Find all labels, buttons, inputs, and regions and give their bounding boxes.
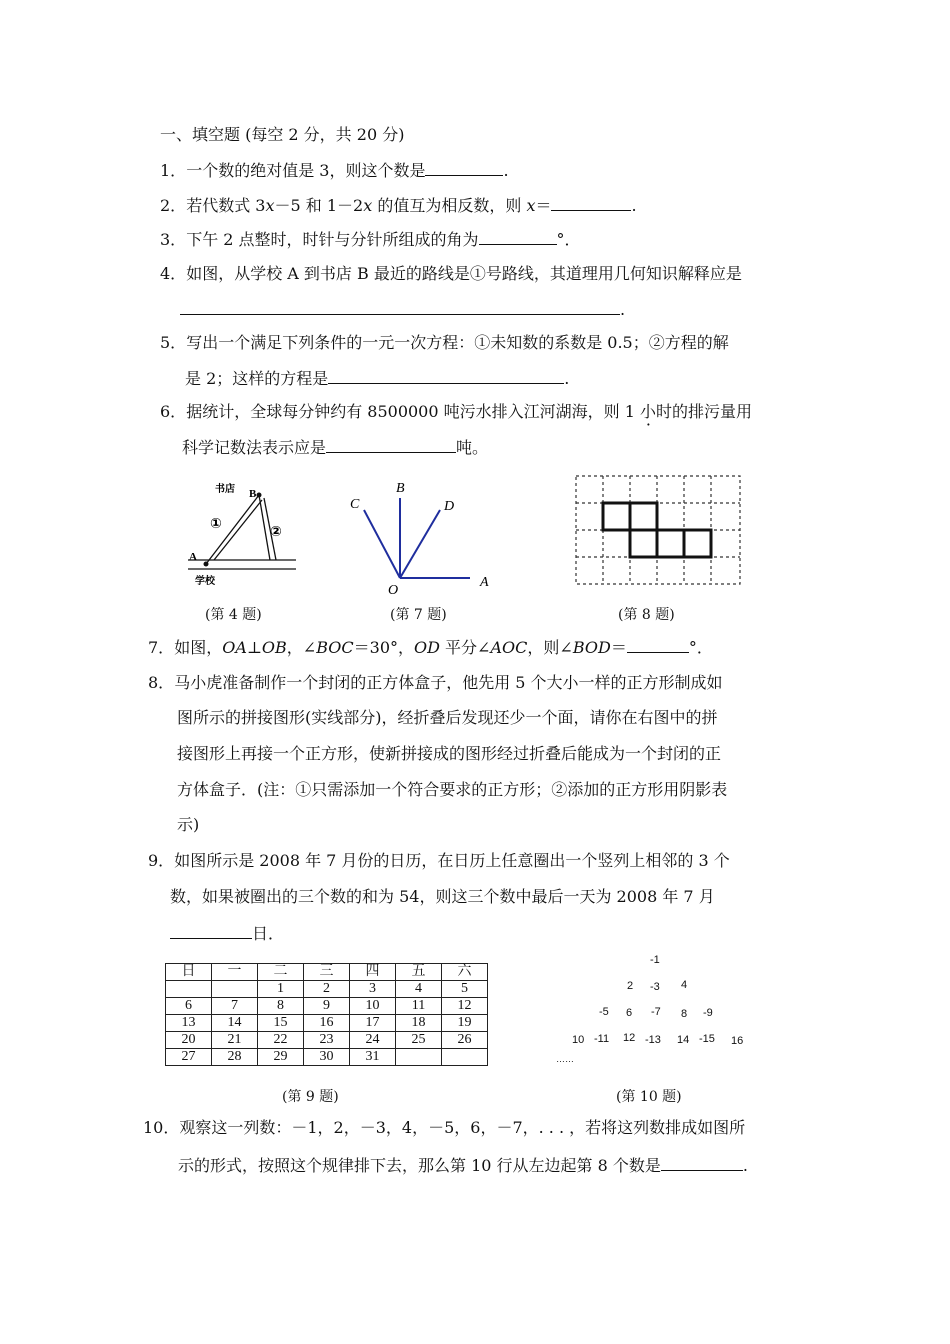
q6-number: 6． <box>160 402 187 421</box>
fig4-route1-label: ① <box>210 516 222 532</box>
triangle-number: -11 <box>594 1033 610 1045</box>
fig4-route2-label: ② <box>270 524 282 540</box>
q7-text: 如图， <box>174 638 223 657</box>
q6-line-2 <box>182 436 488 459</box>
q4-end: . <box>620 300 626 319</box>
calendar-week-row <box>166 981 488 998</box>
triangle-number: 10 <box>572 1034 585 1046</box>
q2-text-d: ＝ <box>535 196 552 215</box>
calendar-day-cell[interactable] <box>396 1049 442 1066</box>
calendar-day-cell[interactable]: 28 <box>212 1049 258 1066</box>
triangle-number: 8 <box>681 1008 688 1020</box>
q2-var-x: x <box>363 196 373 215</box>
fig4-a-label: A <box>189 551 197 563</box>
q8-line-1: 马小虎准备制作一个封闭的正方体盒子，他先用 5 个大小一样的正方形制成如 <box>174 673 723 692</box>
question-10 <box>143 1117 745 1139</box>
calendar-week-row <box>166 1032 488 1049</box>
calendar-day-cell[interactable]: 6 <box>166 998 212 1015</box>
calendar-day-cell[interactable]: 17 <box>350 1015 396 1032</box>
q7-answer-blank[interactable] <box>627 636 689 653</box>
q10-text-2: 示的形式，按照这个规律排下去，那么第 10 行从左边起第 8 个数是 <box>178 1156 661 1175</box>
q9-line-1: 如图所示是 2008 年 7 月份的日历，在日历上任意圈出一个竖列上相邻的 3 个 <box>174 851 730 870</box>
q2-text-c: 的值互为相反数，则 <box>372 196 527 215</box>
q7-boc: BOC <box>316 638 354 657</box>
fig7-b-label: B <box>396 481 405 496</box>
triangle-number: 12 <box>623 1032 636 1044</box>
triangle-number: 4 <box>681 979 688 991</box>
fig4-b-label: B <box>249 488 257 500</box>
q10-line-1: 观察这一列数：－1，2，－3，4，－5，6，－7，. . . ，若将这列数排成如图所 <box>179 1118 746 1137</box>
triangle-caption: (第 10 题) <box>616 1089 682 1105</box>
calendar-day-cell[interactable]: 12 <box>442 998 488 1015</box>
fig7-a-label: A <box>480 575 489 590</box>
calendar-day-cell[interactable]: 31 <box>350 1049 396 1066</box>
q3-number: 3． <box>160 230 187 249</box>
calendar-header-cell: 五 <box>396 964 442 981</box>
q1-number: 1． <box>160 161 187 180</box>
q1-answer-blank[interactable] <box>425 159 503 176</box>
q6-emphasis: 1 小时 · <box>625 402 672 421</box>
q4-number: 4． <box>160 264 187 283</box>
triangle-number: 16 <box>731 1035 744 1047</box>
question-1 <box>160 159 509 182</box>
triangle-number: -13 <box>645 1034 661 1046</box>
q7-end: °． <box>688 638 713 657</box>
triangle-number: -15 <box>699 1033 715 1045</box>
q8-line-2: 图所示的拼接图形(实线部分)，经折叠后发现还少一个面，请你在右图中的拼 <box>177 708 718 727</box>
q2-text-b: －5 和 1－2 <box>274 196 364 215</box>
calendar-day-cell[interactable]: 30 <box>304 1049 350 1066</box>
calendar-day-cell[interactable]: 13 <box>166 1015 212 1032</box>
calendar-day-cell[interactable]: 26 <box>442 1032 488 1049</box>
q5-answer-blank[interactable] <box>328 367 564 384</box>
calendar-header-cell: 二 <box>258 964 304 981</box>
q8-line-4: 方体盒子．(注：①只需添加一个符合要求的正方形；②添加的正方形用阴影表 <box>177 780 728 799</box>
question-9 <box>148 850 730 872</box>
q9-number: 9． <box>148 851 175 870</box>
q10-answer-blank[interactable] <box>661 1154 743 1171</box>
fig4-store-label: 书店 <box>215 484 235 495</box>
q2-number: 2． <box>160 196 187 215</box>
fig7-o-label: O <box>388 583 399 598</box>
calendar-week-row <box>166 1049 488 1066</box>
figure-8-caption: (第 8 题) <box>618 607 675 623</box>
q4-text: 如图，从学校 A 到书店 B 最近的路线是①号路线，其道理用几何知识解释应是 <box>186 264 742 283</box>
calendar-day-cell[interactable]: 2 <box>304 981 350 998</box>
triangle-number: 14 <box>677 1034 690 1046</box>
q7-perp: ⊥ <box>246 638 262 657</box>
q7-oa: OA <box>222 638 247 657</box>
calendar-day-cell[interactable]: 20 <box>166 1032 212 1049</box>
question-3 <box>160 228 581 251</box>
q1-text: 一个数的绝对值是 3，则这个数是 <box>186 161 426 180</box>
q2-answer-blank[interactable] <box>551 194 631 211</box>
q7-od: OD <box>414 638 440 657</box>
question-7 <box>148 636 713 659</box>
question-5 <box>160 332 729 354</box>
section-title: 一、填空题 (每空 2 分，共 20 分) <box>160 125 405 144</box>
calendar-header-cell: 四 <box>350 964 396 981</box>
calendar-day-cell[interactable]: 4 <box>396 981 442 998</box>
calendar-day-cell[interactable]: 3 <box>350 981 396 998</box>
calendar-day-cell[interactable]: 18 <box>396 1015 442 1032</box>
fig7-c-label: C <box>350 497 360 512</box>
q3-answer-blank[interactable] <box>479 228 557 245</box>
q3-text: 下午 2 点整时，时针与分针所组成的角为 <box>186 230 479 249</box>
q6-text-2: 科学记数法表示应是 <box>182 438 327 457</box>
triangle-number: 6 <box>626 1007 633 1019</box>
q5-text-2: 是 2；这样的方程是 <box>185 369 329 388</box>
calendar-header-cell: 六 <box>442 964 488 981</box>
q7-text: ＝ <box>610 638 627 657</box>
q5-line-1: 写出一个满足下列条件的一元一次方程：①未知数的系数是 0.5；②方程的解 <box>186 333 729 352</box>
q4-answer-blank[interactable] <box>180 298 620 315</box>
q10-line-2 <box>178 1154 748 1177</box>
calendar-day-cell[interactable]: 8 <box>258 998 304 1015</box>
calendar-week-row <box>166 1015 488 1032</box>
q7-ob: OB <box>261 638 287 657</box>
q10-end: . <box>742 1156 748 1175</box>
calendar-day-cell[interactable]: 7 <box>212 998 258 1015</box>
calendar-day-cell[interactable]: 15 <box>258 1015 304 1032</box>
q5-number: 5． <box>160 333 187 352</box>
q8-number: 8． <box>148 673 175 692</box>
q9-answer-blank[interactable] <box>170 922 252 939</box>
q7-text: ，∠ <box>286 638 317 657</box>
q6-answer-blank[interactable] <box>326 436 456 453</box>
figure-8-net-grid[interactable] <box>572 472 744 588</box>
q7-bod: BOD <box>572 638 611 657</box>
triangle-number: -5 <box>599 1006 609 1018</box>
q4-answer-line <box>180 298 625 321</box>
calendar-week-row <box>166 998 488 1015</box>
q2-text-a: 若代数式 3 <box>186 196 266 215</box>
q6-text-c: 的排污量用 <box>672 402 753 421</box>
q5-line-2 <box>185 367 569 390</box>
calendar-day-cell[interactable]: 11 <box>396 998 442 1015</box>
q2-var-x: x <box>265 196 275 215</box>
q8-line-5: 示) <box>177 815 200 834</box>
calendar-day-cell[interactable]: 25 <box>396 1032 442 1049</box>
q7-text: 平分∠ <box>439 638 491 657</box>
q6-text-a: 据统计，全球每分钟约有 8500000 吨污水排入江河湖海，则 <box>186 402 625 421</box>
question-8 <box>148 672 723 694</box>
calendar-day-cell[interactable]: 9 <box>304 998 350 1015</box>
calendar-header-cell: 日 <box>166 964 212 981</box>
calendar-day-cell[interactable]: 24 <box>350 1032 396 1049</box>
fig7-d-label: D <box>444 499 455 514</box>
q8-line-3: 接图形上再接一个正方形，使新拼接成的图形经过折叠后能成为一个封闭的正 <box>177 744 722 763</box>
q2-end: . <box>631 196 637 215</box>
calendar-day-cell[interactable] <box>442 1049 488 1066</box>
q7-aoc: AOC <box>490 638 528 657</box>
triangle-number: 2 <box>627 980 634 992</box>
calendar-day-cell[interactable]: 21 <box>212 1032 258 1049</box>
triangle-number: -1 <box>650 954 660 966</box>
fig4-school-label: 学校 <box>195 576 215 587</box>
triangle-number: -3 <box>650 981 660 993</box>
calendar-day-cell[interactable]: 10 <box>350 998 396 1015</box>
q7-number: 7． <box>148 638 175 657</box>
q1-end: . <box>503 161 509 180</box>
calendar-day-cell[interactable]: 16 <box>304 1015 350 1032</box>
calendar-july-2008 <box>165 963 488 1066</box>
calendar-header-cell: 三 <box>304 964 350 981</box>
calendar-day-cell[interactable]: 22 <box>258 1032 304 1049</box>
calendar-day-cell[interactable]: 19 <box>442 1015 488 1032</box>
triangle-number: -7 <box>651 1006 661 1018</box>
q7-text: ，则∠ <box>527 638 573 657</box>
q2-var-x: x <box>526 196 536 215</box>
question-6 <box>160 401 752 423</box>
calendar-day-cell[interactable]: 29 <box>258 1049 304 1066</box>
q9-line-2: 数，如果被圈出的三个数的和为 54，则这三个数中最后一天为 2008 年 7 月 <box>170 887 715 906</box>
q3-end: °． <box>556 230 581 249</box>
calendar-day-cell[interactable]: 14 <box>212 1015 258 1032</box>
q6-end: 吨。 <box>456 438 489 457</box>
figure-7-caption: (第 7 题) <box>390 607 447 623</box>
triangle-number: -9 <box>703 1007 713 1019</box>
calendar-day-cell[interactable]: 1 <box>258 981 304 998</box>
q9-end: 日． <box>252 924 285 943</box>
figure-4-caption: (第 4 题) <box>205 607 262 623</box>
q7-text: ＝30°， <box>353 638 415 657</box>
q9-line-3 <box>170 922 284 945</box>
calendar-header-cell: 一 <box>212 964 258 981</box>
calendar-day-cell[interactable]: 27 <box>166 1049 212 1066</box>
q5-end: . <box>564 369 570 388</box>
calendar-caption: (第 9 题) <box>282 1089 339 1105</box>
triangle-ellipsis: …… <box>556 1054 574 1064</box>
q10-number: 10． <box>143 1118 180 1137</box>
calendar-header-row <box>166 964 488 981</box>
figure-7-angle-diagram <box>340 476 500 598</box>
calendar-day-cell[interactable]: 5 <box>442 981 488 998</box>
figure-4-route-diagram <box>180 480 310 590</box>
question-4 <box>160 263 742 285</box>
calendar-day-cell[interactable] <box>166 981 212 998</box>
calendar-day-cell[interactable]: 23 <box>304 1032 350 1049</box>
calendar-day-cell[interactable] <box>212 981 258 998</box>
question-2 <box>160 194 637 217</box>
